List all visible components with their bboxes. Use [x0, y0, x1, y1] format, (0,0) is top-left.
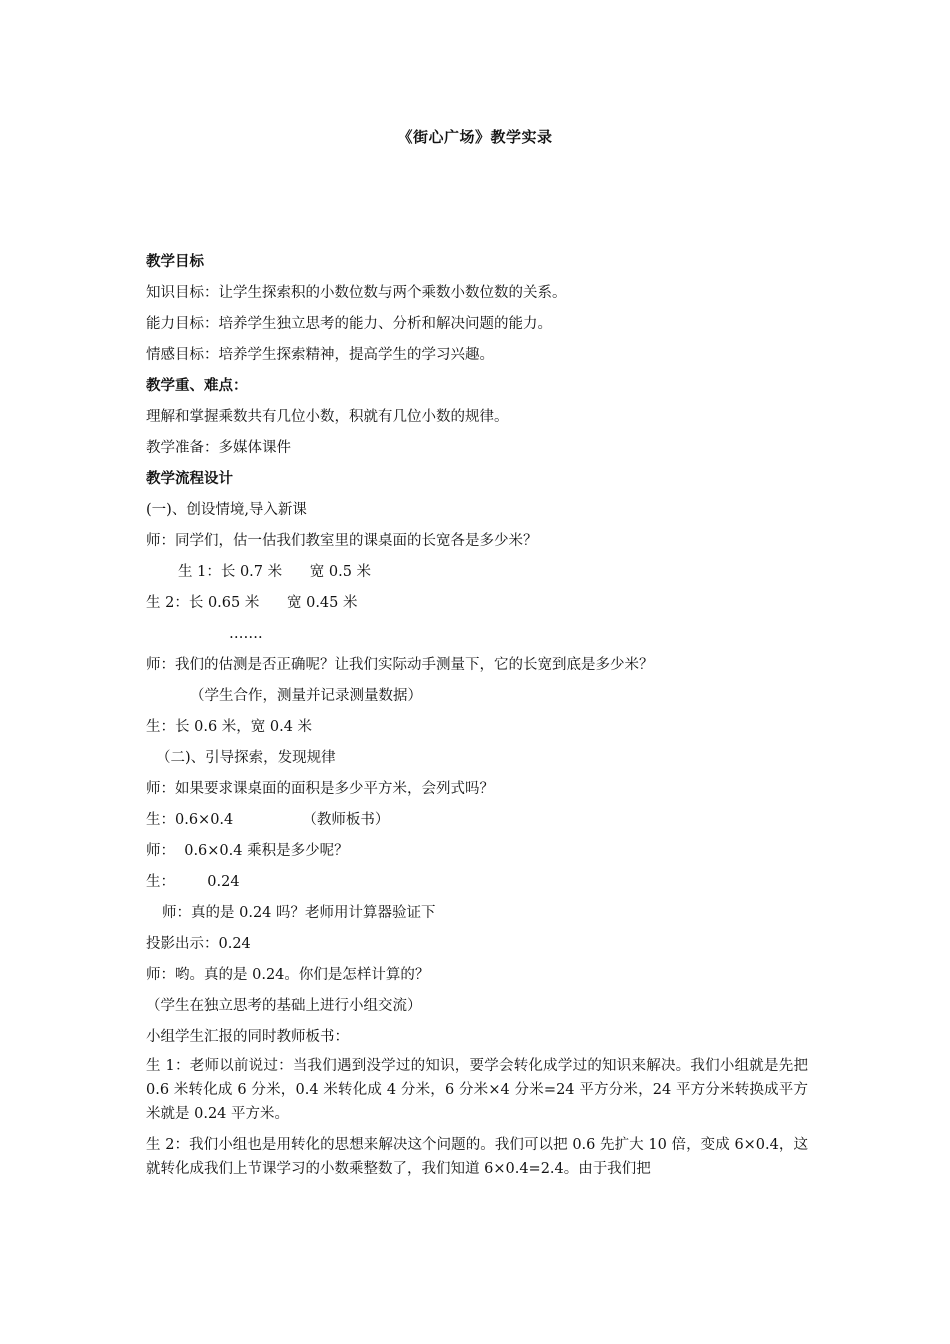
section-heading-key-points: 教学重、难点：	[146, 378, 248, 394]
goal-emotion: 情感目标：培养学生探索精神，提高学生的学习兴趣。	[146, 347, 494, 363]
teacher-line-3: 师：如果要求课桌面的面积是多少平方米，会列式吗？	[146, 781, 494, 797]
teacher-line-4: 师： 0.6×0.4 乘积是多少呢？	[146, 843, 349, 859]
step-heading-2: （二)、引导探索，发现规律	[156, 750, 336, 766]
teacher-line-5: 师：真的是 0.24 吗？老师用计算器验证下	[162, 905, 436, 921]
step-heading-1: (一)、创设情境,导入新课	[146, 502, 307, 518]
ellipsis: …….	[229, 626, 263, 642]
goal-ability: 能力目标：培养学生独立思考的能力、分析和解决问题的能力。	[146, 316, 552, 332]
student-line-2: 生 2：长 0.65 米 宽 0.45 米	[146, 595, 358, 611]
report-intro: 小组学生汇报的同时教师板书：	[146, 1029, 349, 1045]
report-paragraph-2: 生 2：我们小组也是用转化的思想来解决这个问题的。我们可以把 0.6 先扩大 10 倍，变成 6×0.4，这就转化成我们上节课学习的小数乘整数了，我们知道 6×0.4=2.4。由于我们把	[146, 1137, 808, 1177]
section-heading-flow: 教学流程设计	[146, 471, 233, 487]
note-2: （学生在独立思考的基础上进行小组交流）	[146, 998, 422, 1014]
teacher-line-1: 师：同学们，估一估我们教室里的课桌面的长宽各是多少米？	[146, 533, 538, 549]
student-line-3: 生：长 0.6 米，宽 0.4 米	[146, 719, 313, 735]
key-point: 理解和掌握乘数共有几位小数，积就有几位小数的规律。	[146, 409, 509, 425]
student-line-4: 生：0.6×0.4 （教师板书）	[146, 812, 390, 828]
report-paragraph-1: 生 1：老师以前说过：当我们遇到没学过的知识，要学会转化成学过的知识来解决。我们小组就是先把 0.6 米转化成 6 分米，0.4 米转化成 4 分米，6 分米×4 分米=24 平方分米，24 平方分米转换成平方米就是 0.24 平方米。	[146, 1058, 808, 1122]
goal-knowledge: 知识目标：让学生探索积的小数位数与两个乘数小数位数的关系。	[146, 285, 567, 301]
note-1: （学生合作，测量并记录测量数据）	[190, 688, 422, 704]
preparation: 教学准备：多媒体课件	[146, 440, 291, 456]
teacher-line-6: 师：哟。真的是 0.24。你们是怎样计算的？	[146, 967, 430, 983]
projection-line: 投影出示：0.24	[146, 936, 251, 952]
section-heading-goals: 教学目标	[146, 254, 204, 270]
student-line-5: 生： 0.24	[146, 874, 240, 890]
document-title: 《街心广场》教学实录	[397, 128, 553, 146]
teacher-line-2: 师：我们的估测是否正确呢？让我们实际动手测量下，它的长宽到底是多少米？	[146, 657, 654, 673]
student-line-1: 生 1：长 0.7 米 宽 0.5 米	[178, 564, 372, 580]
